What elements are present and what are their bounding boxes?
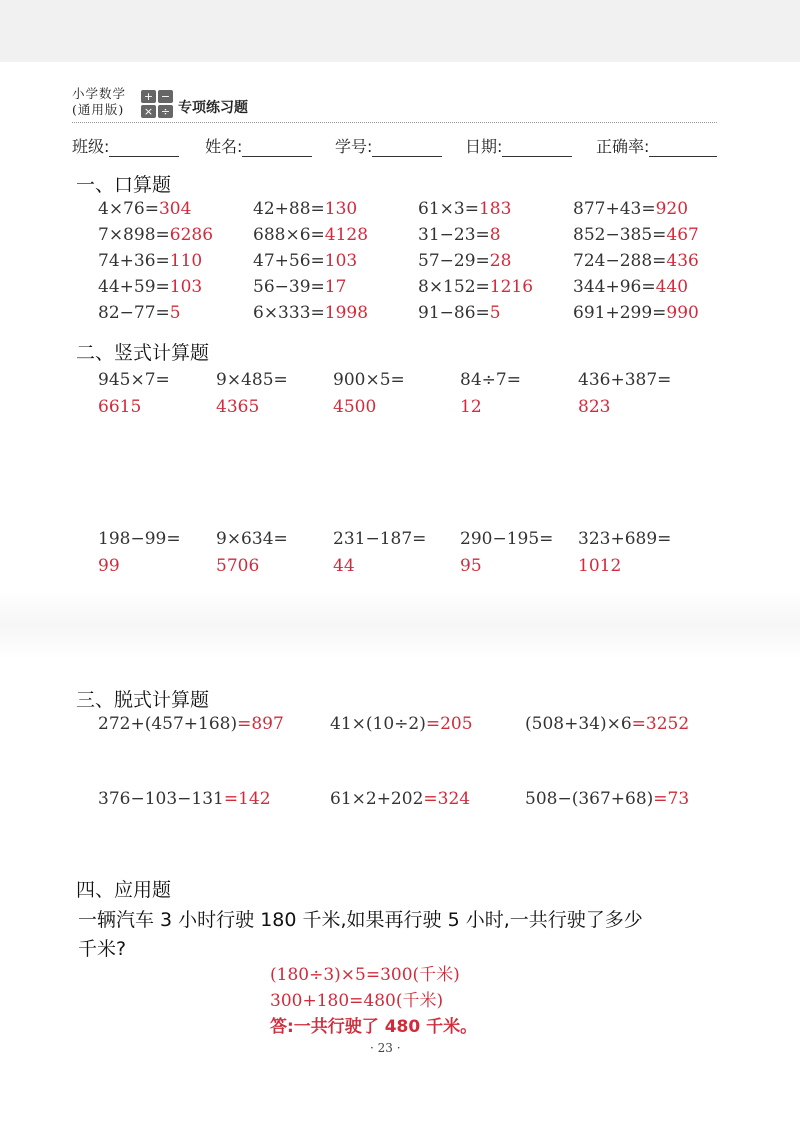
id-blank [372, 138, 442, 157]
minus-icon: − [158, 90, 173, 103]
step-calc-item: 41×(10÷2)=205 [330, 714, 473, 734]
mental-math-item: 31−23=8 [418, 225, 501, 245]
vertical-calc-question: 900×5= [333, 370, 405, 390]
accuracy-field [596, 134, 717, 157]
divide-icon: ÷ [158, 105, 173, 118]
times-icon: × [141, 105, 156, 118]
brand-label [72, 86, 126, 118]
mental-math-item: 4×76=304 [98, 199, 192, 219]
mental-math-item: 61×3=183 [418, 199, 512, 219]
vertical-calc-answer: 44 [333, 556, 355, 576]
brand-line-1: 小学数学 [72, 86, 127, 101]
vertical-calc-answer: 6615 [98, 397, 142, 417]
mental-math-item: 688×6=4128 [253, 225, 369, 245]
mental-math-item: 47+56=103 [253, 251, 358, 271]
step-calc-item: 272+(457+168)=897 [98, 714, 284, 734]
section-title-vertical-calc: 二、竖式计算题 [76, 342, 210, 364]
accuracy-label: 正确率: [596, 137, 650, 156]
page-header [72, 86, 717, 123]
mental-math-item: 74+36=110 [98, 251, 203, 271]
vertical-calc-answer: 99 [98, 556, 120, 576]
vertical-calc-answer: 4500 [333, 397, 377, 417]
mental-math-item: 6×333=1998 [253, 303, 369, 323]
vertical-calc-question: 290−195= [460, 529, 554, 549]
word-problem-line-2: 千米? [78, 938, 127, 960]
vertical-calc-answer: 4365 [216, 397, 260, 417]
vertical-calc-answer: 95 [460, 556, 482, 576]
vertical-calc-question: 9×634= [216, 529, 288, 549]
mental-math-item: 877+43=920 [573, 199, 689, 219]
vertical-calc-answer: 12 [460, 397, 482, 417]
name-blank [242, 138, 312, 157]
section-title-word-problem: 四、应用题 [76, 879, 172, 901]
mental-math-item: 57−29=28 [418, 251, 512, 271]
date-field [465, 134, 572, 157]
page-title: 专项练习题 [178, 100, 248, 116]
step-calc-item: 61×2+202=324 [330, 789, 471, 809]
step-calc-item: (508+34)×6=3252 [525, 714, 690, 734]
word-problem-line-1: 一辆汽车 3 小时行驶 180 千米,如果再行驶 5 小时,一共行驶了多少 [78, 909, 643, 931]
top-margin-shade [0, 0, 800, 62]
vertical-calc-answer: 1012 [578, 556, 622, 576]
vertical-calc-question: 436+387= [578, 370, 672, 390]
vertical-calc-question: 198−99= [98, 529, 181, 549]
accuracy-blank [649, 138, 717, 157]
solution-step-2: 300+180=480(千米) [270, 991, 444, 1011]
solution-step-1: (180÷3)×5=300(千米) [270, 965, 460, 985]
step-calc-item: 376−103−131=142 [98, 789, 271, 809]
plus-icon: + [141, 90, 156, 103]
name-label: 姓名: [205, 137, 243, 156]
mental-math-item: 44+59=103 [98, 277, 203, 297]
date-label: 日期: [465, 137, 503, 156]
vertical-calc-answer: 5706 [216, 556, 260, 576]
vertical-calc-question: 323+689= [578, 529, 672, 549]
mental-math-item: 724−288=436 [573, 251, 699, 271]
class-field [72, 134, 179, 157]
mental-math-item: 7×898=6286 [98, 225, 214, 245]
mental-math-item: 8×152=1216 [418, 277, 534, 297]
mental-math-item: 56−39=17 [253, 277, 347, 297]
operator-logo [141, 90, 175, 120]
mental-math-item: 91−86=5 [418, 303, 501, 323]
brand-line-2: (通用版) [72, 102, 125, 117]
id-field [335, 134, 442, 157]
id-label: 学号: [335, 137, 373, 156]
class-blank [109, 138, 179, 157]
solution-answer: 答:一共行驶了 480 千米。 [270, 1017, 478, 1037]
date-blank [502, 138, 572, 157]
vertical-calc-question: 9×485= [216, 370, 288, 390]
vertical-calc-question: 231−187= [333, 529, 427, 549]
mental-math-item: 852−385=467 [573, 225, 699, 245]
vertical-calc-question: 84÷7= [460, 370, 521, 390]
class-label: 班级: [72, 137, 110, 156]
section-title-step-calc: 三、脱式计算题 [76, 689, 210, 711]
vertical-calc-question: 945×7= [98, 370, 170, 390]
vertical-calc-answer: 823 [578, 397, 611, 417]
mental-math-item: 691+299=990 [573, 303, 699, 323]
page-number: · 23 · [370, 1041, 401, 1055]
mental-math-item: 344+96=440 [573, 277, 689, 297]
section-title-mental-math: 一、口算题 [76, 174, 172, 196]
mental-math-item: 42+88=130 [253, 199, 358, 219]
name-field [205, 134, 312, 157]
step-calc-item: 508−(367+68)=73 [525, 789, 690, 809]
paper-shadow [0, 590, 800, 660]
mental-math-item: 82−77=5 [98, 303, 181, 323]
